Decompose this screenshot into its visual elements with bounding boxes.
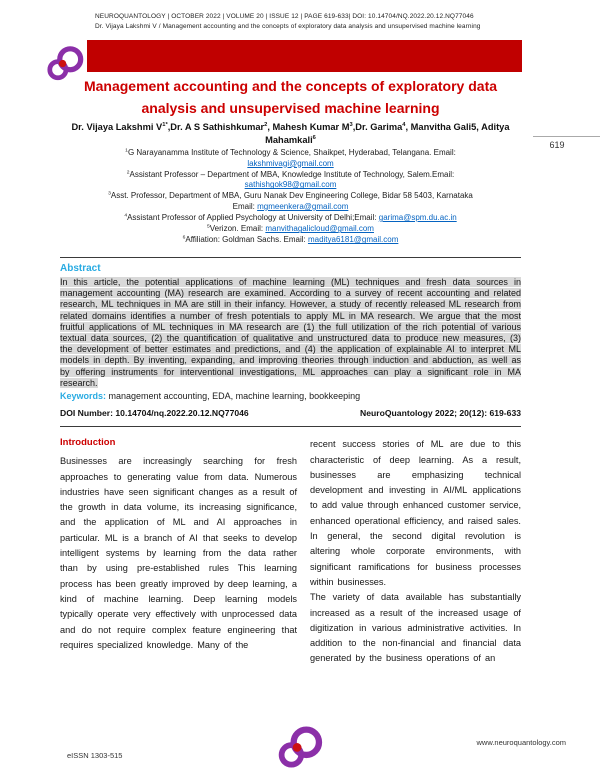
red-banner xyxy=(87,40,522,72)
superscript: 4 xyxy=(124,213,128,219)
text-segment: Verizon. Email: xyxy=(209,224,266,234)
page-number-divider xyxy=(533,136,600,137)
journal-header-line2: Dr. Vijaya Lakshmi V / Management accounting and the concepts of exploratory data analysis and unsupervised machine learning xyxy=(95,23,481,30)
keywords-text: management accounting, EDA, machine learning, bookkeeping xyxy=(108,391,361,402)
abstract-heading: Abstract xyxy=(60,263,101,274)
introduction-paragraph: Businesses are increasingly searching for fresh approaches to generating value from data. Numerous industries have seen significant changes as a result of the growth in data volume, its increasing significance, and the application of ML and AI approaches in particular. ML is a branch of AI that seeks to develop intelligent systems by learning from the data rather than by using pre-established rules This learning process has been greatly improved by deep learning, a kind of machine learning. Deep learning models typically operate very effectively with unprocessed data and do not require complex feature engineering that requires specialized knowledge. Many of the xyxy=(60,456,297,650)
affiliation-line xyxy=(60,213,521,224)
affiliations-block xyxy=(60,148,521,246)
divider-mid xyxy=(60,426,521,427)
affiliation-line xyxy=(60,235,521,246)
superscript: 6 xyxy=(312,134,316,141)
logo-rings-icon xyxy=(277,725,323,771)
page-number: 619 xyxy=(549,140,565,150)
text-segment: Email: xyxy=(232,201,258,211)
affiliation-line xyxy=(60,148,521,169)
text-segment: ,Dr. A S Sathishkumar xyxy=(167,122,265,132)
superscript: 2 xyxy=(264,121,268,128)
doi-number: DOI Number: 10.14704/nq.2022.20.12.NQ77046 xyxy=(60,408,249,419)
text-segment: Asst. Professor, Department of MBA, Guru Nanak Dev Engineering College, Bidar 58 5403, Karnataka xyxy=(110,191,473,201)
doi-row xyxy=(60,408,521,418)
text-segment: G Narayanamma Institute of Technology & Science, Shaikpet, Hyderabad, Telangana. Email: xyxy=(127,148,456,157)
email-link[interactable]: lakshmivagi@gmail.com xyxy=(247,158,334,168)
body-paragraph-2: The variety of data available has substantially increased as a result of the increased usage of digitization in various administrative activities. In addition to the non-financial and financial data generated by the business operations of an xyxy=(310,592,521,664)
affiliation-line xyxy=(60,224,521,235)
text-segment: , Manvitha Gali5, Aditya Mahamkali xyxy=(265,122,510,145)
text-segment: Assistant Professor of Applied Psychology at University of Delhi;Email: xyxy=(127,213,379,223)
text-segment: ,Dr. Garima xyxy=(352,122,403,132)
superscript: 1 xyxy=(125,148,128,154)
abstract-paragraph xyxy=(60,277,521,389)
right-column xyxy=(310,437,521,666)
abstract-highlighted-text: In this article, the potential applications of machine learning (ML) techniques and fresh data sources in management accounting (MA) research are examined. According to a survey of recent accounting and related research, ML techniques in MA are still in their infancy. However, a study of recently released ML research from related domains identifies a number of fresh potentials to apply ML in MA research. We argue that the most fruitful applications of ML techniques in MA research are (1) the full utilization of the rich potential of various textual data sources, (2) the quantification of qualitative and unstructured data to produce new measures, (3) the development of better estimates and predictions, and (4) the application of explainable AI to interpret ML models in depth. By inventing, expanding, and improving theories through induction and abduction, as well as by offering instruments for interventional investigations, ML approaches can play a significant role in MA research. xyxy=(60,277,521,388)
superscript: 1* xyxy=(162,121,168,128)
issn-label: eISSN 1303-515 xyxy=(67,751,123,760)
text-segment: , Mahesh Kumar M xyxy=(267,122,350,132)
authors-line xyxy=(55,121,526,146)
body-paragraph-1: recent success stories of ML are due to this characteristic of deep learning. As a result, businesses are emphasizing technical development and investing in AI/ML applications to add value through enhanced customer service, enhanced operational efficiency, and raised sales. In general, the second digital revolution is altering whole corporate environments, with significant ramifications for business processes within businesses. xyxy=(310,439,521,587)
journal-header-line1: NEUROQUANTOLOGY | OCTOBER 2022 | VOLUME 20 | ISSUE 12 | PAGE 619-633| DOI: 10.14704/NQ.2022.20.12.NQ77046 xyxy=(95,13,474,20)
email-link[interactable]: mgmeenkera@gmail.com xyxy=(257,201,349,211)
superscript: 6 xyxy=(182,235,186,241)
text-segment: Affiliation: Goldman Sachs. Email: xyxy=(185,235,308,245)
affiliation-line xyxy=(60,170,521,191)
keywords-label: Keywords: xyxy=(60,391,107,402)
article-title: Management accounting and the concepts of exploratory data analysis and unsupervised machine learning xyxy=(83,78,498,116)
email-link[interactable]: manvithagalicloud@gmail.com xyxy=(265,224,374,234)
divider-top xyxy=(60,257,521,258)
superscript: 4 xyxy=(402,121,406,128)
footer-neuroquantology-logo-icon xyxy=(277,725,323,771)
text-segment: Assistant Professor – Department of MBA, Knowledge Institute of Technology, Salem.Email: xyxy=(129,169,455,179)
superscript: 2 xyxy=(126,170,130,176)
text-segment: Dr. Vijaya Lakshmi V xyxy=(71,122,163,132)
email-link[interactable]: maditya6181@gmail.com xyxy=(307,235,399,245)
journal-website-link[interactable]: www.neuroquantology.com xyxy=(476,738,566,747)
email-link[interactable]: sathishgok98@gmail.com xyxy=(244,180,337,190)
superscript: 3 xyxy=(108,191,111,197)
introduction-heading: Introduction xyxy=(60,437,116,449)
superscript: 5 xyxy=(207,224,210,230)
superscript: 3 xyxy=(349,121,353,128)
body-columns xyxy=(60,437,521,666)
main-content xyxy=(60,257,521,667)
left-column xyxy=(60,437,297,666)
keywords-line xyxy=(60,391,521,402)
affiliation-line xyxy=(60,191,521,212)
citation-reference: NeuroQuantology 2022; 20(12): 619-633 xyxy=(360,408,521,419)
email-link[interactable]: garima@spm.du.ac.in xyxy=(378,213,457,223)
